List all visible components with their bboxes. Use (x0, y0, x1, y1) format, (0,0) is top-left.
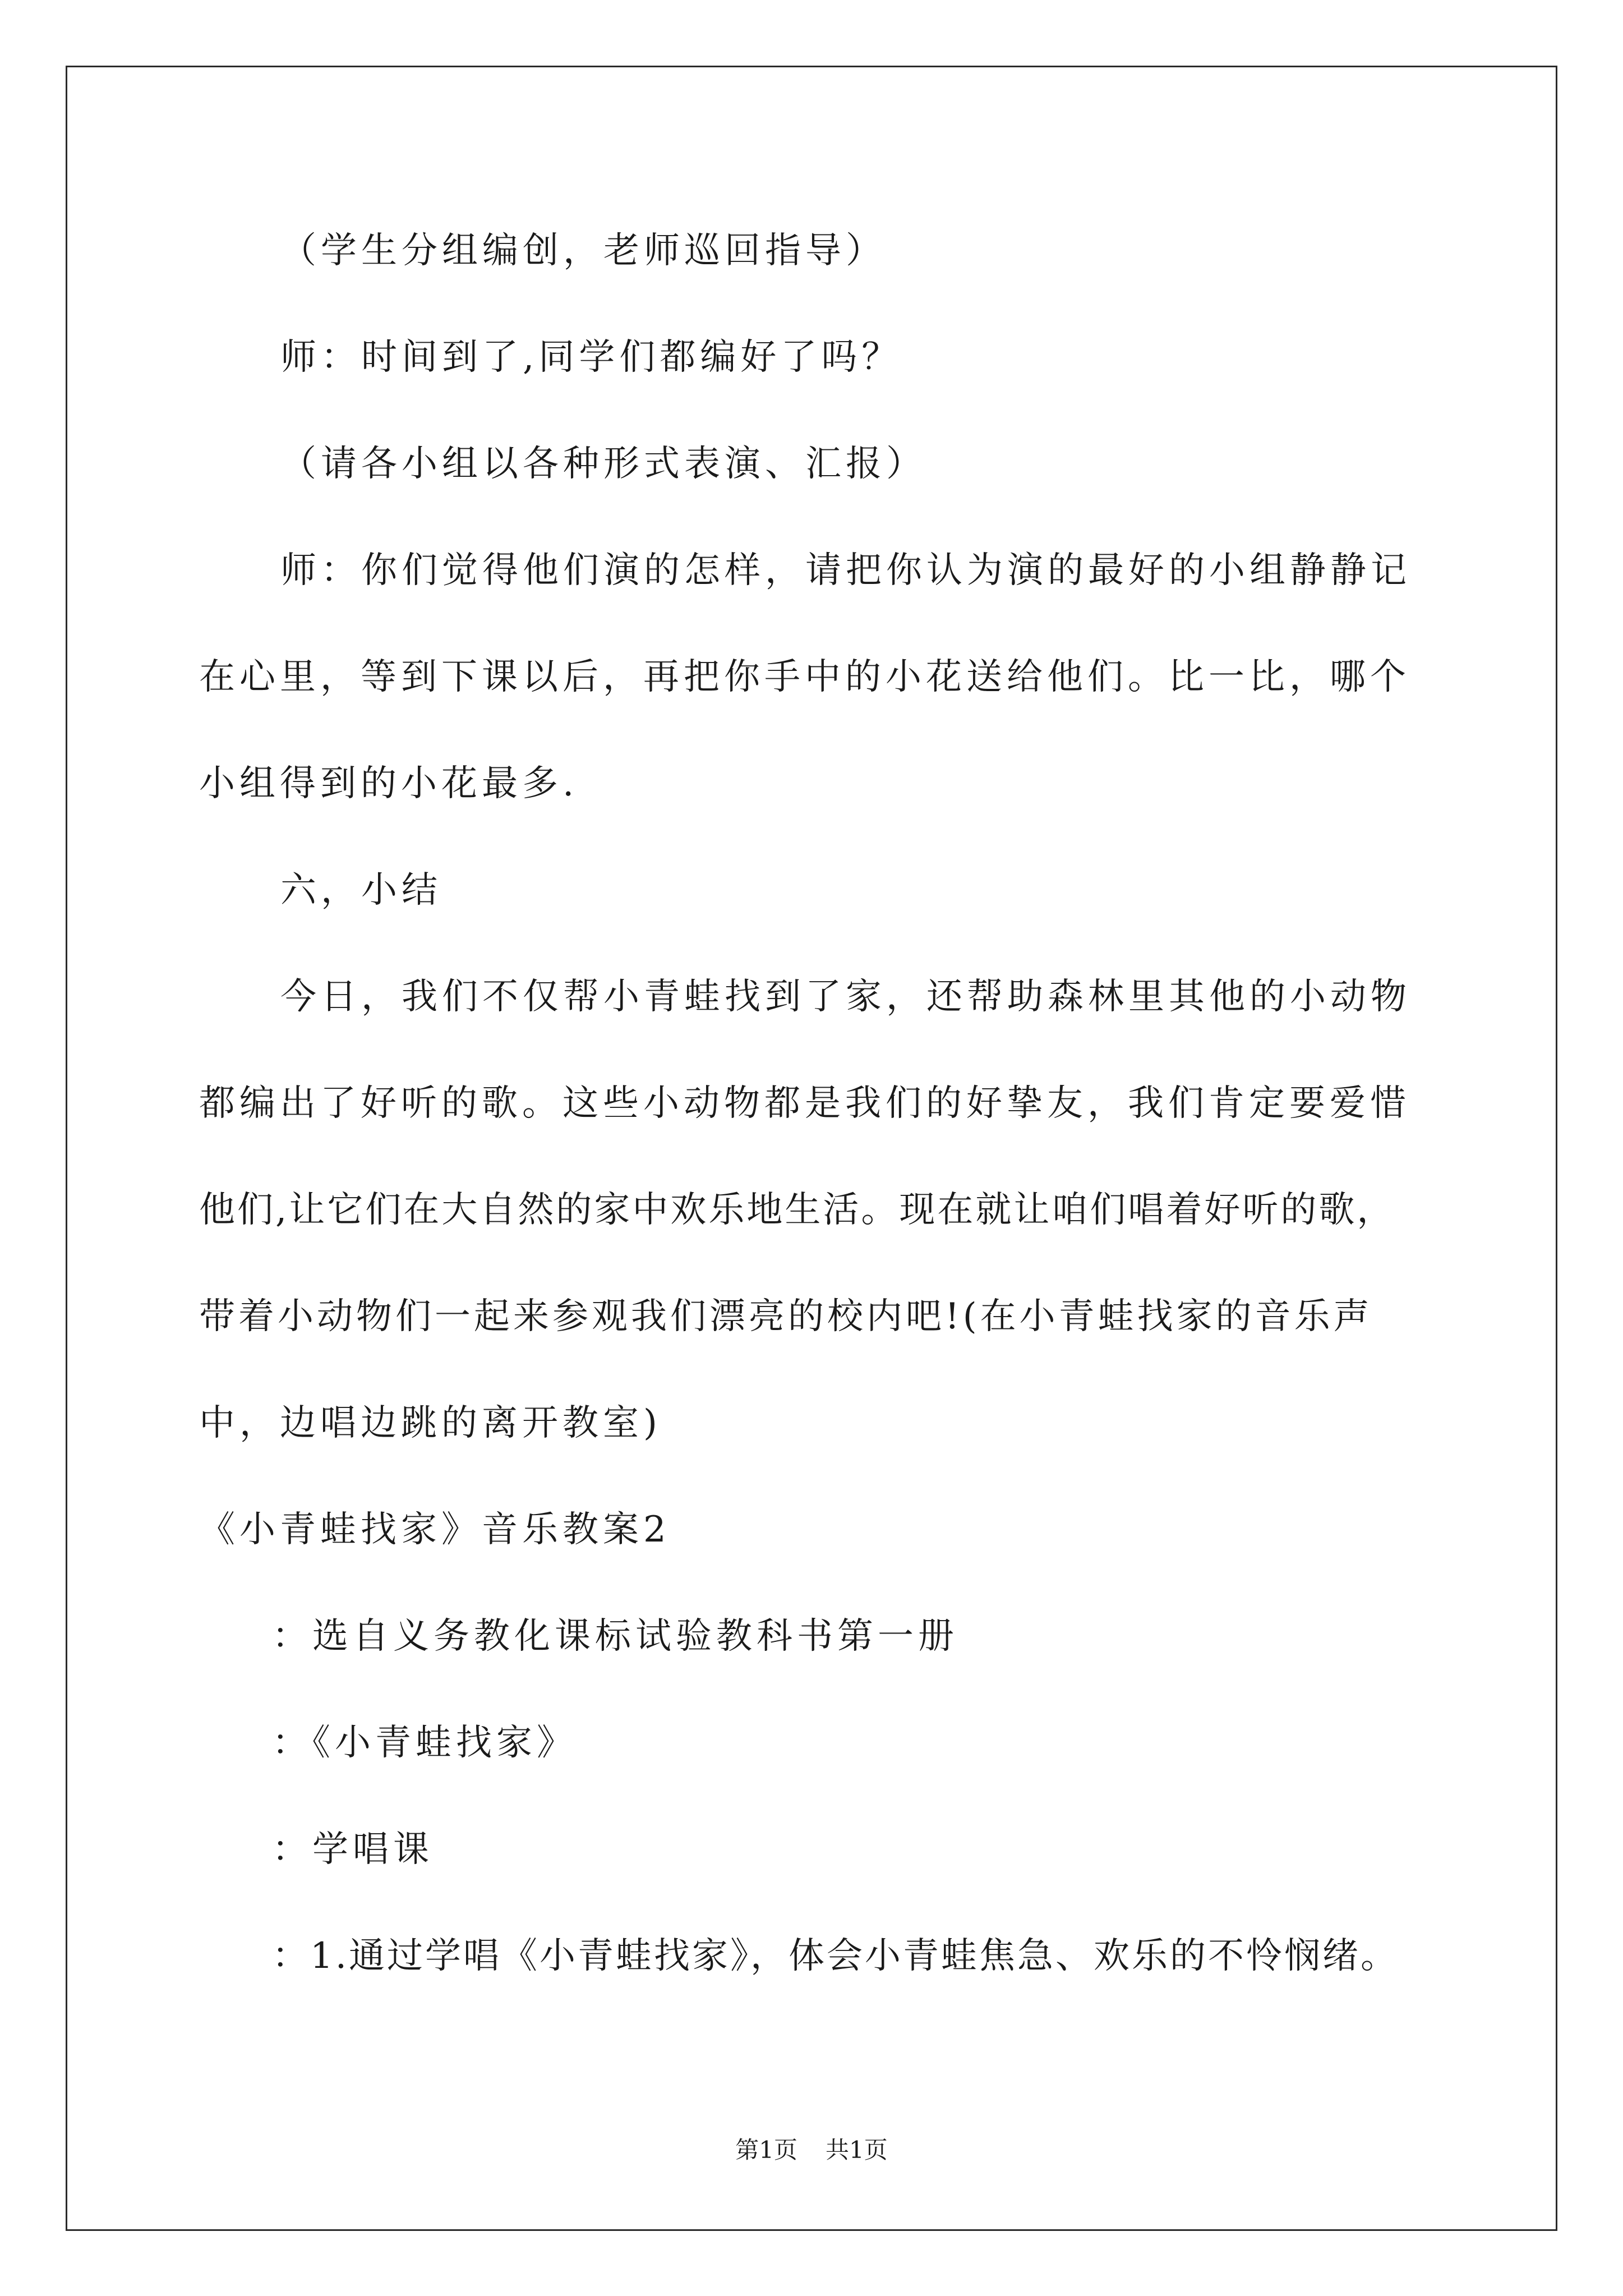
section-heading: 六，小结 (280, 869, 442, 911)
paragraph-line: 中，边唱边跳的离开教室) (199, 1402, 662, 1444)
field-line: ：选自义务教化课标试验教科书第一册 (272, 1616, 958, 1657)
page-number: 第1页 (735, 2136, 797, 2164)
page-border (66, 66, 1557, 2231)
field-line: ：学唱课 (272, 1829, 434, 1870)
paragraph-line: 在心里，等到下课以后，再把你手中的小花送给他们。比一比，哪个 (199, 656, 1410, 698)
lesson-title: 《小青蛙找家》音乐教案2 (199, 1509, 671, 1550)
paragraph-line: （请各小组以各种形式表演、汇报） (280, 443, 926, 485)
paragraph-line: （学生分组编创，老师巡回指导） (280, 230, 886, 272)
page-total: 共1页 (826, 2136, 888, 2164)
paragraph-line: 小组得到的小花最多. (199, 763, 579, 804)
field-line: ：《小青蛙找家》 (272, 1722, 577, 1764)
paragraph-line: 今日，我们不仅帮小青蛙找到了家，还帮助森林里其他的小动物 (280, 976, 1411, 1018)
page-footer (0, 2138, 1623, 2162)
paragraph-line: 师：时间到了,同学们都编好了吗？ (280, 337, 902, 378)
paragraph-line: 师：你们觉得他们演的怎样，请把你认为演的最好的小组静静记 (280, 550, 1411, 591)
paragraph-line: 都编出了好听的歌。这些小动物都是我们的好挚友，我们肯定要爱惜 (199, 1083, 1410, 1124)
paragraph-line: 他们,让它们在大自然的家中欢乐地生活。现在就让咱们唱着好听的歌， (199, 1189, 1395, 1231)
field-line: ：1.通过学唱《小青蛙找家》，体会小青蛙焦急、欢乐的不怜悯绪。 (272, 1935, 1399, 1977)
paragraph-line: 带着小动物们一起来参观我们漂亮的校内吧!(在小青蛙找家的音乐声 (199, 1296, 1373, 1337)
